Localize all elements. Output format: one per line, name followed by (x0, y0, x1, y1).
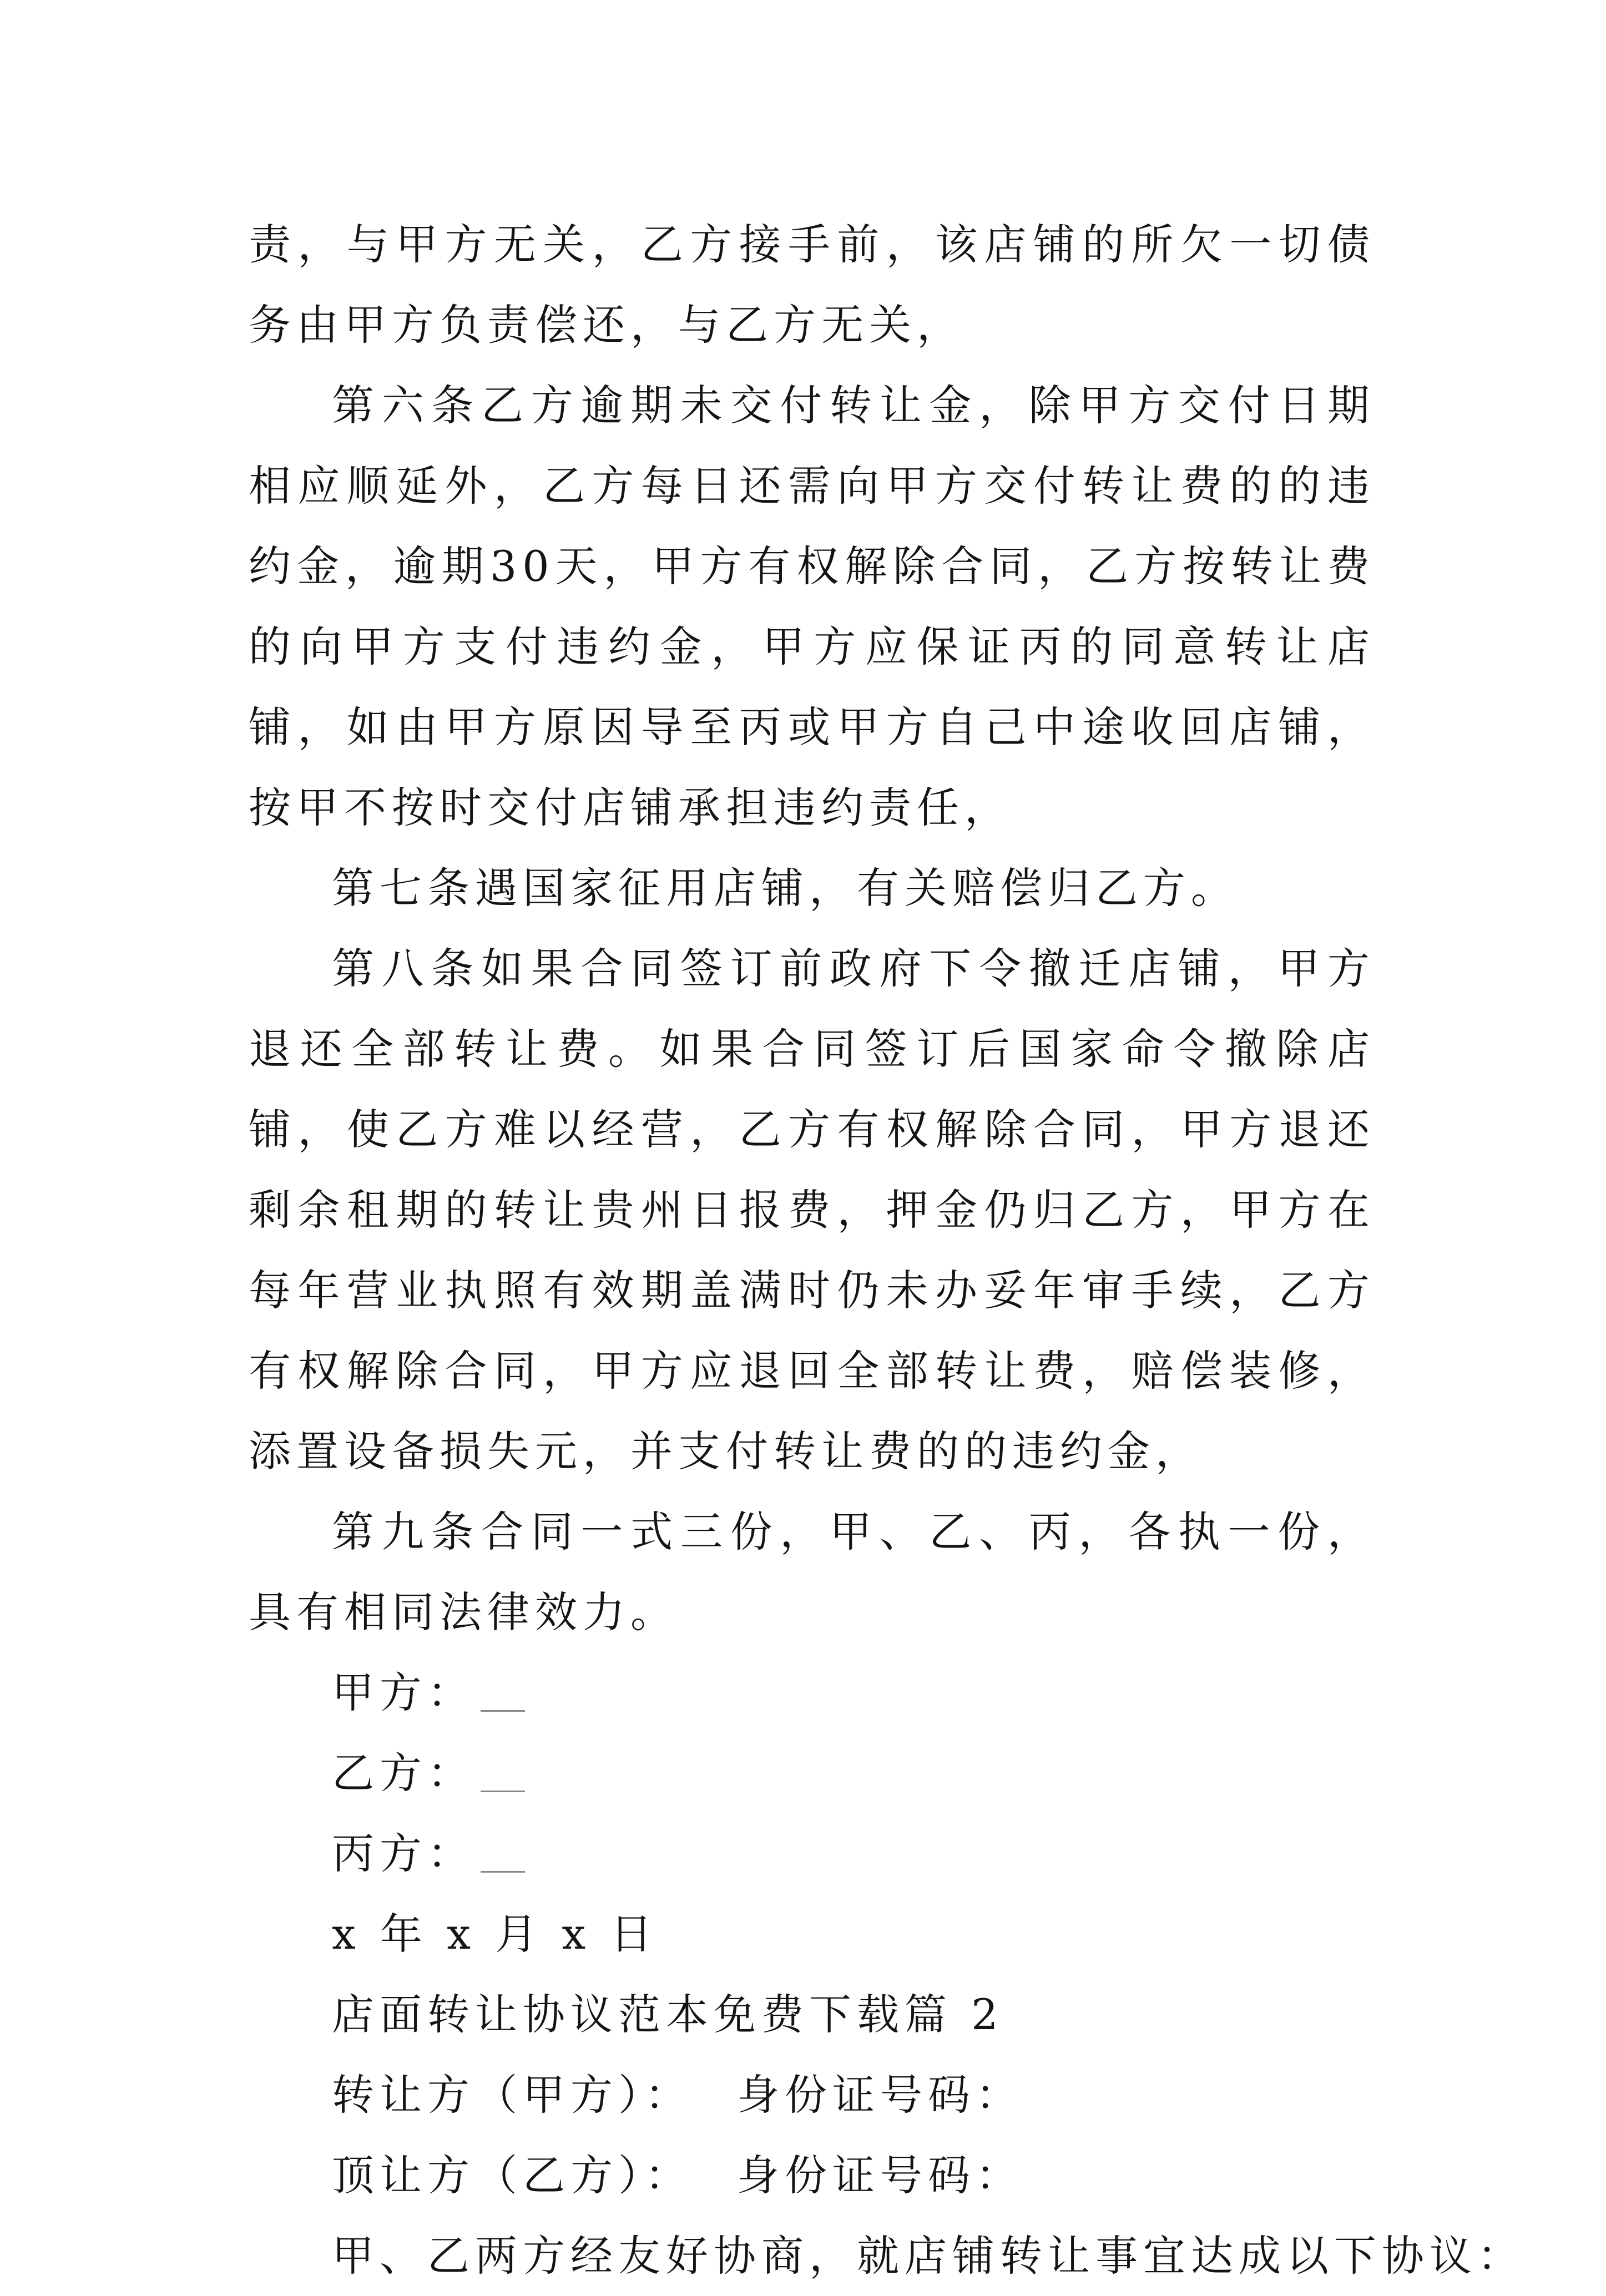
signature-party-c-blank (481, 1871, 525, 1873)
signature-party-b (249, 1733, 1375, 1813)
transferee-id-label: 身份证号码： (737, 2151, 1023, 2200)
transferor-id-label: 身份证号码： (737, 2070, 1023, 2120)
transferor-label: 转让方（甲方）： (332, 2070, 693, 2120)
signature-party-c (249, 1813, 1375, 1894)
paragraph-article-8: 第八条如果合同签订前政府下令撤迁店铺，甲方退还全部转让费。如果合同签订后国家命令撤除店铺，使乙方难以经营，乙方有权解除合同，甲方退还剩余租期的转让贵州日报费，押金仍归乙方，甲方在每年营业执照有效期盖满时仍未办妥年审手续，乙方有权解除合同，甲方应退回全部转让费，赔偿装修，添置设备损失元，并支付转让费的的违约金， (249, 944, 1375, 1476)
paragraph-article-6: 第六条乙方逾期未交付转让金，除甲方交付日期相应顺延外，乙方每日还需向甲方交付转让费的的违约金，逾期30天，甲方有权解除合同，乙方按转让费的向甲方支付违约金，甲方应保证丙的同意转让店铺，如由甲方原因导至丙或甲方自己中途收回店铺，按甲不按时交付店铺承担违约责任， (249, 381, 1375, 832)
signature-party-a-blank (481, 1710, 525, 1712)
section-title: 店面转让协议范本免费下载篇 2 (332, 1990, 1004, 2039)
signature-party-c-label: 丙方： (332, 1829, 475, 1878)
transferor-line (249, 2055, 1375, 2135)
transferee-line (249, 2135, 1375, 2216)
transferee-label: 顶让方（乙方）： (332, 2151, 693, 2200)
document-body (249, 204, 1525, 2296)
paragraph-liability-continuation: 责，与甲方无关，乙方接手前，该店铺的所欠一切债务由甲方负责偿还，与乙方无关， (249, 220, 1375, 350)
signature-party-b-blank (481, 1791, 525, 1792)
signature-party-b-label: 乙方： (332, 1748, 475, 1798)
paragraph-article-7: 第七条遇国家征用店铺，有关赔偿归乙方。 (332, 863, 1239, 913)
agreement-intro: 甲、乙两方经友好协商，就店铺转让事宜达成以下协议： (332, 2231, 1525, 2280)
signature-party-a (249, 1652, 1375, 1733)
signature-party-a-label: 甲方： (332, 1668, 475, 1717)
paragraph-article-9: 第九条合同一式三份，甲、乙、丙，各执一份，具有相同法律效力。 (249, 1507, 1375, 1637)
signing-date: x 年 x 月 x 日 (332, 1909, 658, 1959)
